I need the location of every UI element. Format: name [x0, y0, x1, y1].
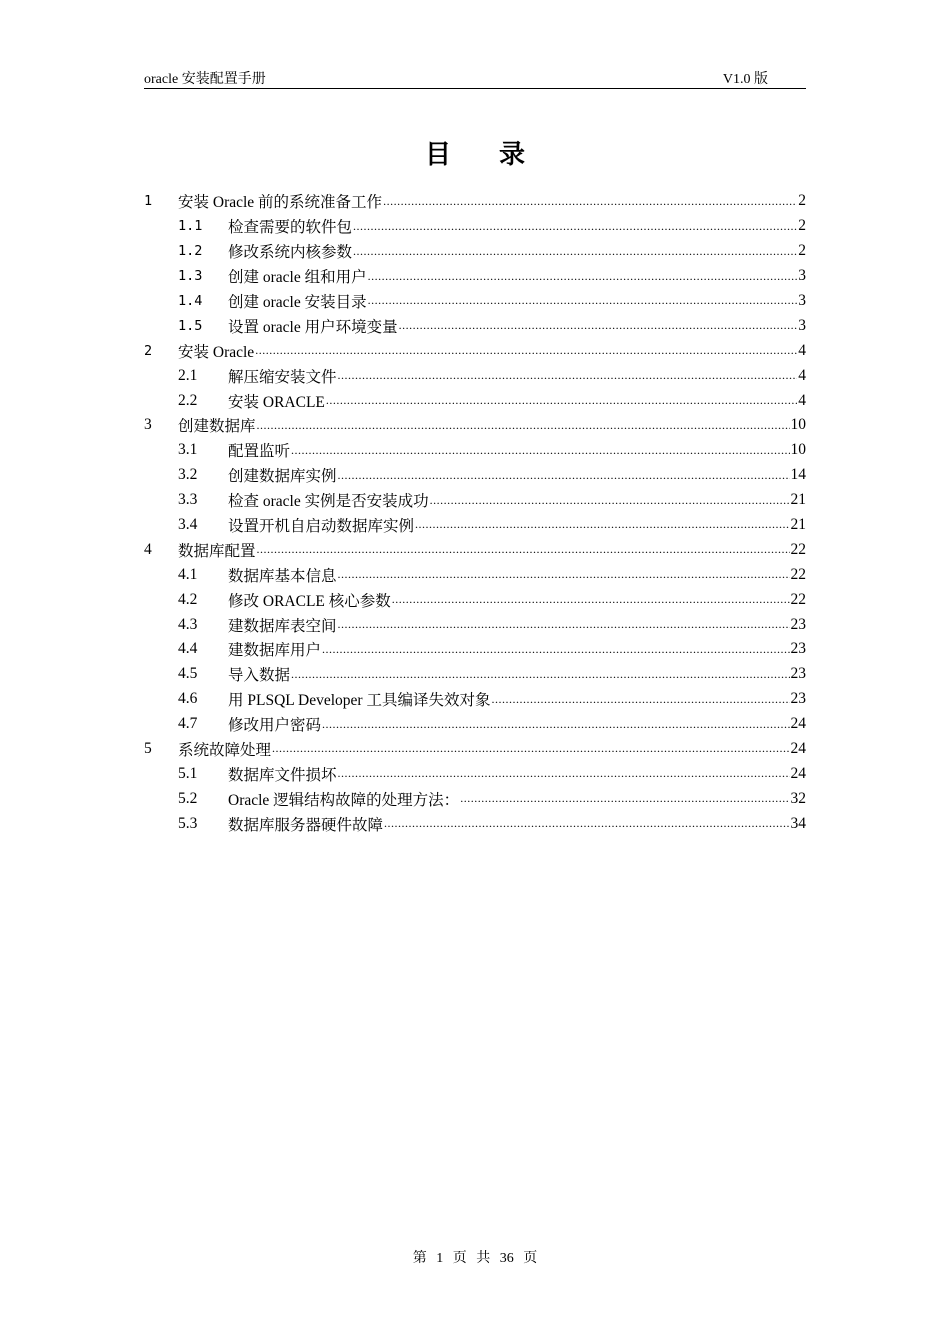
toc-leader-dots	[353, 219, 797, 239]
toc-leader-dots	[384, 816, 789, 836]
toc-entry-label: 设置开机自启动数据库实例	[228, 518, 415, 536]
toc-entry-number: 4	[144, 540, 152, 558]
toc-entry-page: 23	[790, 615, 806, 633]
toc-entry-label: 安装 Oracle	[178, 343, 255, 361]
toc-entry-page: 34	[790, 814, 806, 832]
toc-leader-dots	[291, 667, 789, 687]
toc-entry-page: 23	[790, 640, 806, 658]
toc-entry-page: 2	[798, 192, 806, 210]
toc-entry[interactable]	[144, 338, 806, 363]
document-version: V1.0 版	[722, 72, 768, 87]
toc-leader-dots	[460, 791, 789, 811]
toc-entry-label: 设置 oracle 用户环境变量	[228, 318, 398, 336]
toc-entry-page: 24	[790, 715, 806, 733]
toc-leader-dots	[491, 692, 789, 712]
toc-entry-label: 创建 oracle 安装目录	[228, 294, 367, 311]
toc-entry-page: 3	[798, 316, 806, 334]
toc-entry-number: 4.3	[178, 615, 198, 633]
page-header	[144, 66, 806, 89]
toc-entry-page: 22	[790, 590, 806, 608]
toc-entry-label: 修改系统内核参数	[228, 244, 353, 262]
toc-leader-dots	[392, 592, 790, 612]
toc-entry-number: 4.7	[178, 715, 198, 733]
toc-entry[interactable]	[144, 363, 806, 388]
toc-entry-label: 数据库配置	[178, 542, 256, 560]
toc-entry-label: 用 PLSQL Developer 工具编译失效对象	[228, 692, 491, 710]
toc-entry-number: 3.1	[178, 441, 198, 459]
toc-entry[interactable]	[144, 388, 806, 413]
toc-leader-dots	[338, 617, 790, 637]
toc-entry-label: 修改用户密码	[228, 717, 322, 735]
toc-entry[interactable]	[144, 612, 806, 637]
toc-entry-page: 10	[790, 416, 806, 434]
toc-entry[interactable]	[144, 562, 806, 587]
toc-entry-number: 3	[144, 416, 152, 434]
toc-entry-page: 2	[798, 242, 806, 260]
toc-entry-page: 22	[790, 540, 806, 558]
toc-entry-label: 建数据库用户	[228, 642, 322, 660]
toc-entry[interactable]	[144, 189, 806, 214]
toc-entry-label: 配置监听	[228, 443, 291, 461]
toc-entry-label: 修改 ORACLE 核心参数	[228, 592, 391, 610]
toc-entry-label: 创建数据库实例	[228, 468, 337, 486]
toc-entry-number: 2.1	[178, 366, 198, 384]
toc-entry[interactable]	[144, 811, 806, 836]
toc-entry-number: 1	[144, 193, 153, 210]
toc-entry-number: 3.2	[178, 466, 198, 484]
toc-entry-page: 21	[790, 516, 806, 534]
toc-leader-dots	[415, 517, 789, 537]
toc-leader-dots	[383, 194, 797, 214]
toc-entry-page: 4	[798, 366, 806, 384]
toc-entry-label: 检查 oracle 实例是否安装成功	[228, 493, 429, 511]
toc-entry-number: 1.4	[178, 293, 203, 309]
document-title: oracle 安装配置手册	[144, 72, 266, 87]
toc-leader-dots	[368, 293, 798, 313]
toc-entry[interactable]	[144, 289, 806, 314]
toc-entry-label: 安装 Oracle 前的系统准备工作	[178, 194, 383, 212]
toc-entry-number: 3.4	[178, 516, 198, 534]
toc-leader-dots	[399, 318, 798, 338]
toc-entry-label: 数据库服务器硬件故障	[228, 816, 384, 834]
toc-entry-page: 3	[798, 292, 806, 309]
toc-entry[interactable]	[144, 463, 806, 488]
toc-entry-page: 21	[790, 491, 806, 509]
toc-entry-number: 3.3	[178, 491, 198, 509]
toc-entry[interactable]	[144, 537, 806, 562]
toc-entry-page: 23	[790, 690, 806, 708]
toc-entry-label: 导入数据	[228, 667, 291, 685]
toc-entry-label: 检查需要的软件包	[228, 219, 353, 237]
toc-entry-number: 1.3	[178, 268, 203, 285]
toc-entry-page: 3	[798, 267, 806, 285]
toc-entry-number: 1.1	[178, 218, 203, 235]
toc-leader-dots	[338, 468, 790, 488]
toc-leader-dots	[326, 393, 797, 413]
toc-leader-dots	[338, 368, 798, 388]
toc-leader-dots	[338, 567, 790, 587]
toc-entry[interactable]	[144, 737, 806, 762]
toc-entry[interactable]	[144, 786, 806, 811]
toc-entry[interactable]	[144, 438, 806, 463]
toc-entry[interactable]	[144, 313, 806, 338]
toc-entry-page: 2	[798, 217, 806, 235]
toc-entry-number: 4.5	[178, 665, 198, 683]
page-footer: 第 1 页 共 36 页	[412, 1251, 538, 1266]
toc-entry-number: 4.1	[178, 565, 198, 583]
toc-entry[interactable]	[144, 587, 806, 612]
toc-entry-number: 4.4	[178, 640, 198, 658]
toc-entry-page: 4	[798, 391, 806, 409]
toc-entry-label: 创建数据库	[178, 418, 256, 436]
toc-entry-label: 建数据库表空间	[228, 617, 337, 635]
toc-entry-label: 安装 ORACLE	[228, 393, 325, 411]
toc-entry[interactable]	[144, 761, 806, 786]
toc-entry-page: 23	[790, 665, 806, 683]
toc-entry-number: 5.1	[178, 764, 198, 782]
toc-entry-label: 数据库文件损坏	[228, 766, 337, 784]
toc-entry-label: 创建 oracle 组和用户	[228, 269, 367, 287]
toc-heading: 目录	[424, 140, 573, 170]
toc-entry[interactable]	[144, 513, 806, 538]
toc-entry[interactable]	[144, 413, 806, 438]
table-of-contents	[144, 189, 806, 836]
toc-entry-number: 5.2	[178, 789, 198, 807]
toc-entry-page: 24	[790, 740, 806, 758]
toc-leader-dots	[255, 343, 797, 363]
toc-entry-page: 24	[790, 764, 806, 782]
toc-entry-number: 5.3	[178, 814, 198, 832]
toc-entry[interactable]	[144, 687, 806, 712]
toc-entry-page: 32	[790, 789, 806, 807]
toc-leader-dots	[257, 542, 790, 562]
toc-entry-page: 22	[790, 565, 806, 583]
toc-entry-number: 4.2	[178, 590, 198, 608]
toc-entry-label: Oracle 逻辑结构故障的处理方法：	[228, 791, 460, 809]
toc-leader-dots	[430, 493, 790, 513]
toc-entry[interactable]	[144, 712, 806, 737]
toc-leader-dots	[322, 717, 789, 737]
toc-leader-dots	[291, 443, 789, 463]
toc-entry[interactable]	[144, 488, 806, 513]
toc-leader-dots	[368, 269, 798, 289]
toc-entry-number: 1.2	[178, 243, 203, 260]
toc-leader-dots	[353, 244, 797, 264]
toc-entry-number: 5	[144, 740, 152, 758]
toc-entry-number: 1.5	[178, 317, 203, 334]
toc-leader-dots	[338, 766, 790, 786]
toc-entry[interactable]	[144, 239, 806, 264]
toc-entry[interactable]	[144, 662, 806, 687]
toc-entry-number: 2.2	[178, 391, 198, 409]
toc-entry[interactable]	[144, 214, 806, 239]
toc-entry-number: 2	[144, 342, 153, 359]
toc-leader-dots	[257, 418, 790, 438]
toc-entry-label: 系统故障处理	[178, 742, 272, 760]
toc-entry-label: 解压缩安装文件	[228, 368, 337, 386]
toc-leader-dots	[322, 642, 789, 662]
toc-entry-page: 4	[798, 341, 806, 359]
toc-leader-dots	[272, 741, 789, 761]
toc-entry-number: 4.6	[178, 690, 198, 708]
toc-entry-label: 数据库基本信息	[228, 567, 337, 585]
toc-entry[interactable]	[144, 637, 806, 662]
toc-entry[interactable]	[144, 264, 806, 289]
toc-entry-page: 14	[790, 466, 806, 484]
toc-entry-page: 10	[790, 441, 806, 459]
